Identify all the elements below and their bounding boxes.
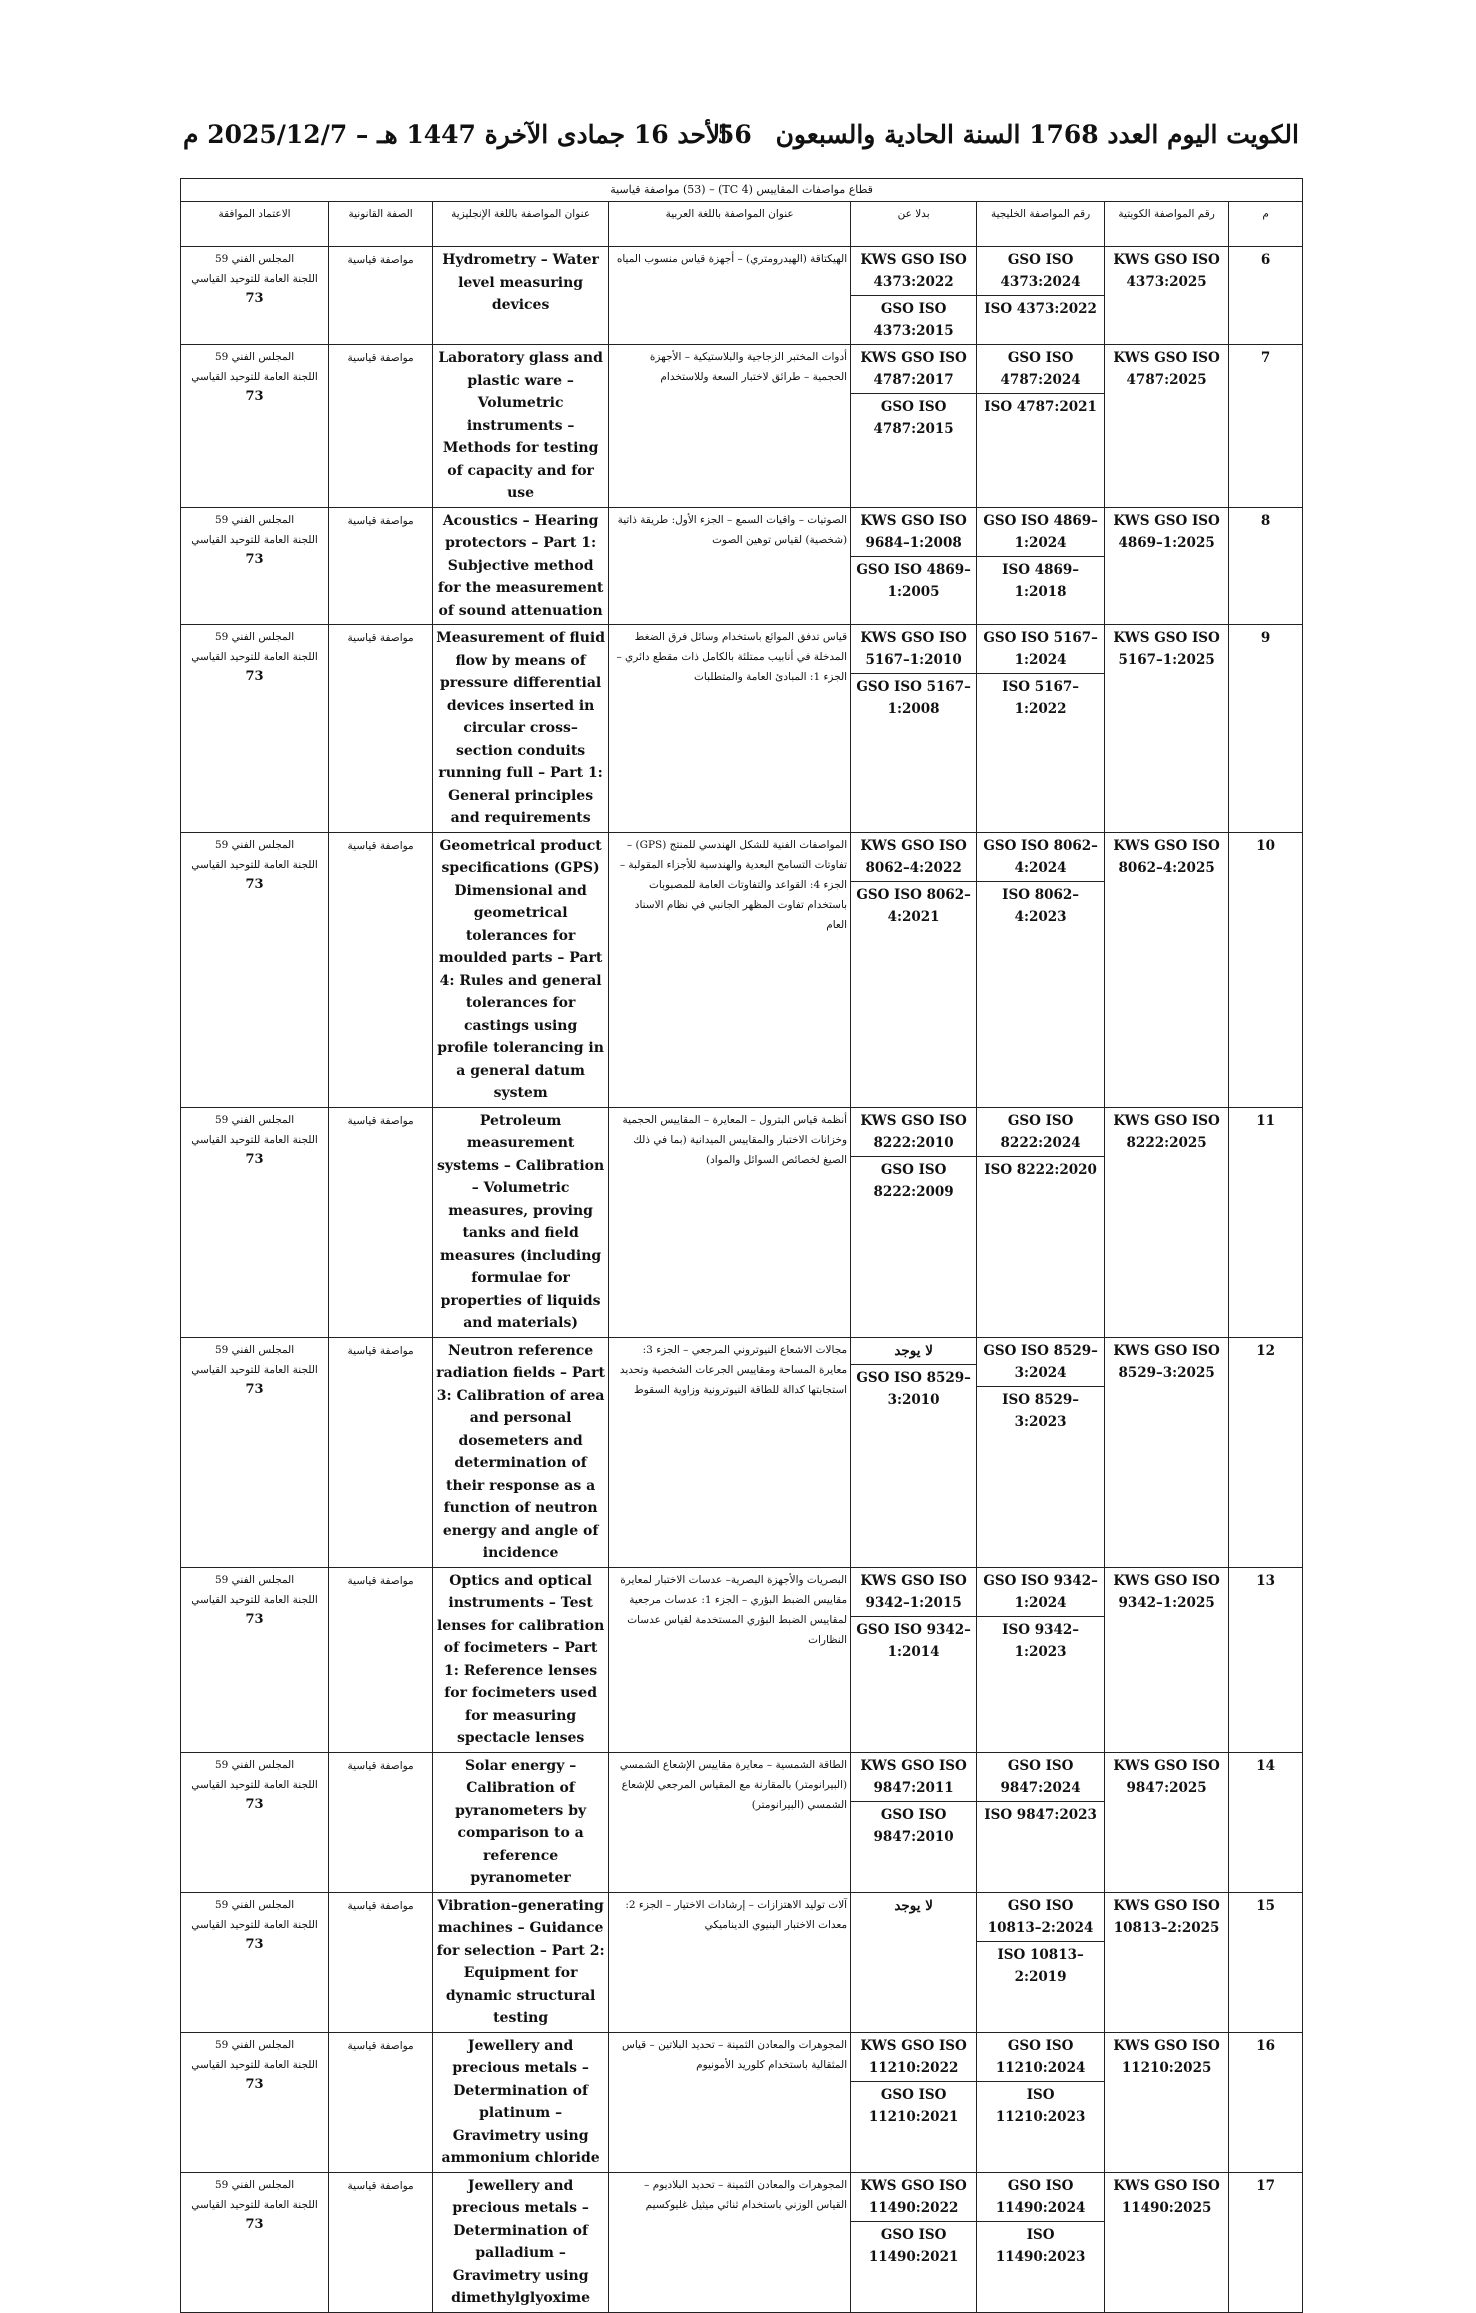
gso-code: GSO ISO 11210:2024 xyxy=(995,2037,1086,2076)
legal-status: مواصفة قياسية xyxy=(329,1107,433,1337)
approval-council: المجلس الفني 59 xyxy=(214,1113,295,1126)
replaces-gso: GSO ISO 4869–1:2005 xyxy=(851,556,976,605)
approval xyxy=(181,1892,329,2032)
gso-code: GSO ISO 9342–1:2024 xyxy=(983,1572,1098,1611)
approval-committee: اللجنة العامة للتوحيد القياسي xyxy=(191,1778,318,1791)
approval-committee: اللجنة العامة للتوحيد القياسي xyxy=(191,1363,318,1376)
approval-number: 73 xyxy=(245,291,264,306)
gso-codes xyxy=(977,1567,1105,1752)
approval-committee: اللجنة العامة للتوحيد القياسي xyxy=(191,2058,318,2071)
gso-code: GSO ISO 8062–4:2024 xyxy=(983,837,1098,876)
table-row xyxy=(181,345,1303,508)
approval-number: 73 xyxy=(245,2216,264,2232)
replaces-kws: KWS GSO ISO 4373:2022 xyxy=(860,252,967,290)
legal-status: مواصفة قياسية xyxy=(329,247,433,345)
table-row xyxy=(181,625,1303,833)
english-title: Solar energy – Calibration of pyranometers by comparison to a reference pyranometer xyxy=(433,1752,609,1892)
replaces-gso: GSO ISO 4373:2015 xyxy=(851,295,976,344)
approval-council: المجلس الفني 59 xyxy=(214,838,295,851)
gso-codes xyxy=(977,345,1105,508)
col-header-gso: رقم المواصفة الخليجية xyxy=(977,202,1105,247)
approval xyxy=(181,345,329,508)
table-row xyxy=(181,507,1303,625)
gso-codes xyxy=(977,2172,1105,2312)
english-title: Jewellery and precious metals – Determination of palladium – Gravimetry using dimethylglyoxime xyxy=(433,2172,609,2312)
row-number: 9 xyxy=(1229,625,1303,833)
approval-council: المجلس الفني 59 xyxy=(214,351,295,363)
replaces-codes xyxy=(851,1892,977,2032)
iso-code: ISO 4869–1:2018 xyxy=(977,556,1104,605)
approval-council: المجلس الفني 59 xyxy=(214,2178,295,2191)
gso-codes xyxy=(977,1752,1105,1892)
english-title: Jewellery and precious metals – Determination of platinum – Gravimetry using ammonium chloride xyxy=(433,2032,609,2172)
row-number: 17 xyxy=(1229,2172,1303,2312)
legal-status: مواصفة قياسية xyxy=(329,2172,433,2312)
english-title: Petroleum measurement systems – Calibration – Volumetric measures, proving tanks and field measures (including formulae for properties of liquids and materials) xyxy=(433,1107,609,1337)
kws-code: KWS GSO ISO 10813–2:2025 xyxy=(1105,1892,1229,2032)
row-number: 8 xyxy=(1229,507,1303,625)
kws-code: KWS GSO ISO 11210:2025 xyxy=(1105,2032,1229,2172)
gso-codes xyxy=(977,2032,1105,2172)
english-title: Optics and optical instruments – Test lenses for calibration of focimeters – Part 1: Reference lenses for focimeters used for measuring spectacle lenses xyxy=(433,1567,609,1752)
replaces-gso: GSO ISO 9342–1:2014 xyxy=(851,1616,976,1665)
table-row xyxy=(181,2172,1303,2312)
english-title: Laboratory glass and plastic ware – Volumetric instruments – Methods for testing of capacity and for use xyxy=(433,345,609,508)
approval-number: 73 xyxy=(245,1796,264,1812)
arabic-title: آلات توليد الاهتزازات – إرشادات الاختيار – الجزء 2: معدات الاختبار البنيوي الديناميكي xyxy=(609,1892,851,2032)
approval xyxy=(181,507,329,625)
sector-row xyxy=(181,179,1303,202)
replaces-codes xyxy=(851,2172,977,2312)
approval xyxy=(181,2172,329,2312)
approval-committee: اللجنة العامة للتوحيد القياسي xyxy=(191,371,318,383)
iso-code: ISO 8222:2020 xyxy=(977,1156,1104,1183)
approval-number: 73 xyxy=(245,876,264,892)
replaces-gso: GSO ISO 8222:2009 xyxy=(851,1156,976,1205)
newspaper-title: الكويت اليوم العدد 1768 السنة الحادية والسبعون xyxy=(775,120,1299,149)
english-title: Geometrical product specifications (GPS) Dimensional and geometrical tolerances for moulded parts – Part 4: Rules and general tolerances for castings using profile tolerancing in a general datum system xyxy=(433,832,609,1107)
legal-status: مواصفة قياسية xyxy=(329,1892,433,2032)
arabic-title: قياس تدفق الموائع باستخدام وسائل فرق الضغط المدخلة في أنابيب ممتلئة بالكامل ذات مقطع دائري – الجزء 1: المبادئ العامة والمتطلبات xyxy=(609,625,851,833)
replaces-kws: KWS GSO ISO 11490:2022 xyxy=(860,2177,967,2216)
row-number: 12 xyxy=(1229,1337,1303,1567)
sector-title: قطاع مواصفات المقاييس (TC 4) – (53) مواصفة قياسية xyxy=(181,179,1303,202)
english-title: Vibration–generating machines – Guidance for selection – Part 2: Equipment for dynamic structural testing xyxy=(433,1892,609,2032)
approval xyxy=(181,1752,329,1892)
english-title: Neutron reference radiation fields – Part 3: Calibration of area and personal dosemeters and determination of their response as a function of neutron energy and angle of incidence xyxy=(433,1337,609,1567)
legal-status: مواصفة قياسية xyxy=(329,1337,433,1567)
col-header-kws: رقم المواصفة الكويتية xyxy=(1105,202,1229,247)
replaces-codes xyxy=(851,1337,977,1567)
approval-council: المجلس الفني 59 xyxy=(214,2038,295,2051)
gso-codes xyxy=(977,1337,1105,1567)
approval-council: المجلس الفني 59 xyxy=(214,1343,295,1356)
arabic-title: مجالات الاشعاع النيوتروني المرجعي – الجزء 3: معايرة المساحة ومقاييس الجرعات الشخصية وتحديد استجابتها كدالة للطاقة النيوترونية وزاوية السقوط xyxy=(609,1337,851,1567)
kws-code: KWS GSO ISO 4373:2025 xyxy=(1105,247,1229,345)
gso-codes xyxy=(977,1892,1105,2032)
gso-code: GSO ISO 4373:2024 xyxy=(1000,252,1081,290)
kws-code: KWS GSO ISO 8062–4:2025 xyxy=(1105,832,1229,1107)
approval-committee: اللجنة العامة للتوحيد القياسي xyxy=(191,2198,318,2211)
replaces-kws: لا يوجد xyxy=(894,1342,933,1359)
kws-code: KWS GSO ISO 11490:2025 xyxy=(1105,2172,1229,2312)
arabic-title: أدوات المختبر الزجاجية والبلاستيكية – الأجهزة الحجمية – طرائق لاختبار السعة وللاستخدام xyxy=(609,345,851,508)
replaces-gso: GSO ISO 8062–4:2021 xyxy=(851,881,976,930)
replaces-codes xyxy=(851,832,977,1107)
arabic-title: الصوتيات – واقيات السمع – الجزء الأول: طريقة ذاتية (شخصية) لقياس توهين الصوت xyxy=(609,507,851,625)
gso-code: GSO ISO 8529–3:2024 xyxy=(983,1342,1098,1381)
iso-code: ISO 9847:2023 xyxy=(977,1801,1104,1828)
gso-code: GSO ISO 5167–1:2024 xyxy=(983,630,1098,668)
kws-code: KWS GSO ISO 4787:2025 xyxy=(1105,345,1229,508)
replaces-gso: GSO ISO 11490:2021 xyxy=(851,2221,976,2270)
legal-status: مواصفة قياسية xyxy=(329,625,433,833)
replaces-codes xyxy=(851,1107,977,1337)
approval-committee: اللجنة العامة للتوحيد القياسي xyxy=(191,533,318,546)
standards-table-container xyxy=(180,178,1302,2313)
row-number: 10 xyxy=(1229,832,1303,1107)
approval-council: المجلس الفني 59 xyxy=(214,1898,295,1911)
approval-committee: اللجنة العامة للتوحيد القياسي xyxy=(191,1593,318,1606)
replaces-kws: KWS GSO ISO 9342–1:2015 xyxy=(860,1572,967,1611)
approval-number: 73 xyxy=(245,389,264,404)
col-header-en-title: عنوان المواصفة باللغة الإنجليزية xyxy=(433,202,609,247)
approval-number: 73 xyxy=(245,1611,264,1627)
iso-code: ISO 10813–2:2019 xyxy=(977,1941,1104,1990)
table-row xyxy=(181,2032,1303,2172)
replaces-gso: GSO ISO 4787:2015 xyxy=(851,393,976,442)
replaces-gso: GSO ISO 11210:2021 xyxy=(851,2081,976,2130)
col-header-num: م xyxy=(1229,202,1303,247)
arabic-title: البصريات والأجهزة البصرية– عدسات الاختبار لمعايرة مقاييس الضبط البؤري – الجزء 1: عدسات مرجعية لمقاييس الضبط البؤري المستخدمة لقياس عدسات النظارات xyxy=(609,1567,851,1752)
approval xyxy=(181,1107,329,1337)
approval xyxy=(181,832,329,1107)
row-number: 13 xyxy=(1229,1567,1303,1752)
iso-code: ISO 9342–1:2023 xyxy=(977,1616,1104,1665)
kws-code: KWS GSO ISO 9342–1:2025 xyxy=(1105,1567,1229,1752)
approval-number: 73 xyxy=(245,1381,264,1397)
legal-status: مواصفة قياسية xyxy=(329,832,433,1107)
replaces-kws: KWS GSO ISO 9847:2011 xyxy=(860,1757,967,1796)
approval-committee: اللجنة العامة للتوحيد القياسي xyxy=(191,858,318,871)
iso-code: ISO 4787:2021 xyxy=(977,393,1104,420)
approval-number: 73 xyxy=(245,2076,264,2092)
approval-number: 73 xyxy=(245,551,264,567)
arabic-title: المواصفات الفنية للشكل الهندسي للمنتج (GPS) – تفاوتات التسامح البعدية والهندسية للأجزاء المقولبة – الجزء 4: القواعد والتفاوتات العامة للمصبوبات باستخدام تفاوت المظهر الجانبي في نظام الاسناد العام xyxy=(609,832,851,1107)
table-row xyxy=(181,832,1303,1107)
replaces-kws: KWS GSO ISO 9684–1:2008 xyxy=(860,512,967,551)
approval-committee: اللجنة العامة للتوحيد القياسي xyxy=(191,651,318,663)
legal-status: مواصفة قياسية xyxy=(329,345,433,508)
approval-committee: اللجنة العامة للتوحيد القياسي xyxy=(191,1133,318,1146)
header-row xyxy=(181,202,1303,247)
gso-code: GSO ISO 8222:2024 xyxy=(1000,1112,1081,1151)
table-row xyxy=(181,1892,1303,2032)
issue-date: الأحد 16 جمادى الآخرة 1447 هـ – 2025/12/7 م xyxy=(183,120,728,149)
legal-status: مواصفة قياسية xyxy=(329,1567,433,1752)
approval xyxy=(181,1567,329,1752)
gso-code: GSO ISO 4787:2024 xyxy=(1000,350,1081,388)
row-number: 15 xyxy=(1229,1892,1303,2032)
col-header-instead: بدلا عن xyxy=(851,202,977,247)
replaces-kws: KWS GSO ISO 4787:2017 xyxy=(860,350,967,388)
kws-code: KWS GSO ISO 9847:2025 xyxy=(1105,1752,1229,1892)
page-number: 56 xyxy=(717,120,752,149)
approval-committee: اللجنة العامة للتوحيد القياسي xyxy=(191,273,318,285)
approval-number: 73 xyxy=(245,1151,264,1167)
gso-code: GSO ISO 11490:2024 xyxy=(995,2177,1086,2216)
gso-codes xyxy=(977,247,1105,345)
replaces-codes xyxy=(851,1752,977,1892)
arabic-title: الطاقة الشمسية – معايرة مقاييس الإشعاع الشمسي (البيرانومتر) بالمقارنة مع المقياس المرجعي للإشعاع الشمسي (البيرانومتر) xyxy=(609,1752,851,1892)
gso-codes xyxy=(977,625,1105,833)
table-row xyxy=(181,1107,1303,1337)
legal-status: مواصفة قياسية xyxy=(329,1752,433,1892)
approval-council: المجلس الفني 59 xyxy=(214,1758,295,1771)
approval-council: المجلس الفني 59 xyxy=(214,253,295,265)
english-title: Measurement of fluid flow by means of pressure differential devices inserted in circular cross–section conduits running full – Part 1: General principles and requirements xyxy=(433,625,609,833)
gso-codes xyxy=(977,507,1105,625)
col-header-approval: الاعتماد الموافقة xyxy=(181,202,329,247)
gso-codes xyxy=(977,832,1105,1107)
arabic-title: أنظمة قياس البترول – المعايرة – المقاييس الحجمية وخزانات الاختبار والمقاييس الميدانية (بما في ذلك الصيغ لخصائص السوائل والمواد) xyxy=(609,1107,851,1337)
approval-number: 73 xyxy=(245,1936,264,1952)
kws-code: KWS GSO ISO 8222:2025 xyxy=(1105,1107,1229,1337)
table-row xyxy=(181,1752,1303,1892)
iso-code: ISO 4373:2022 xyxy=(977,295,1104,322)
iso-code: ISO 11490:2023 xyxy=(977,2221,1104,2270)
kws-code: KWS GSO ISO 8529–3:2025 xyxy=(1105,1337,1229,1567)
iso-code: ISO 5167–1:2022 xyxy=(977,673,1104,722)
legal-status: مواصفة قياسية xyxy=(329,2032,433,2172)
replaces-codes xyxy=(851,2032,977,2172)
legal-status: مواصفة قياسية xyxy=(329,507,433,625)
iso-code: ISO 8062–4:2023 xyxy=(977,881,1104,930)
row-number: 6 xyxy=(1229,247,1303,345)
approval-number: 73 xyxy=(245,669,264,684)
english-title: Acoustics – Hearing protectors – Part 1: Subjective method for the measurement of sound attenuation xyxy=(433,507,609,625)
replaces-gso: GSO ISO 5167–1:2008 xyxy=(851,673,976,722)
col-header-legal: الصفة القانونية xyxy=(329,202,433,247)
replaces-kws: لا يوجد xyxy=(894,1897,933,1914)
iso-code: ISO 8529–3:2023 xyxy=(977,1386,1104,1435)
replaces-codes xyxy=(851,247,977,345)
replaces-codes xyxy=(851,1567,977,1752)
row-number: 16 xyxy=(1229,2032,1303,2172)
arabic-title: الهيكتاقة (الهيدرومتري) – أجهزة قياس منسوب المياه xyxy=(609,247,851,345)
approval xyxy=(181,2032,329,2172)
table-row xyxy=(181,1567,1303,1752)
replaces-codes xyxy=(851,507,977,625)
table-row xyxy=(181,247,1303,345)
arabic-title: المجوهرات والمعادن الثمينة – تحديد البلاديوم – القياس الوزني باستخدام ثنائي ميثيل غليوكسيم xyxy=(609,2172,851,2312)
replaces-kws: KWS GSO ISO 11210:2022 xyxy=(860,2037,967,2076)
kws-code: KWS GSO ISO 5167–1:2025 xyxy=(1105,625,1229,833)
table-row xyxy=(181,1337,1303,1567)
replaces-kws: KWS GSO ISO 8222:2010 xyxy=(860,1112,967,1151)
replaces-codes xyxy=(851,345,977,508)
gso-code: GSO ISO 4869–1:2024 xyxy=(983,512,1098,551)
kws-code: KWS GSO ISO 4869–1:2025 xyxy=(1105,507,1229,625)
replaces-gso: GSO ISO 9847:2010 xyxy=(851,1801,976,1850)
replaces-gso: GSO ISO 8529–3:2010 xyxy=(851,1364,976,1413)
english-title: Hydrometry – Water level measuring devices xyxy=(433,247,609,345)
col-header-ar-title: عنوان المواصفة باللغة العربية xyxy=(609,202,851,247)
row-number: 14 xyxy=(1229,1752,1303,1892)
approval xyxy=(181,1337,329,1567)
approval xyxy=(181,247,329,345)
replaces-kws: KWS GSO ISO 8062–4:2022 xyxy=(860,837,967,876)
approval-committee: اللجنة العامة للتوحيد القياسي xyxy=(191,1918,318,1931)
arabic-title: المجوهرات والمعادن الثمينة – تحديد البلاتين – قياس المثقالية باستخدام كلوريد الأمونيوم xyxy=(609,2032,851,2172)
row-number: 7 xyxy=(1229,345,1303,508)
gso-code: GSO ISO 10813–2:2024 xyxy=(987,1897,1094,1936)
page-header xyxy=(183,120,1299,156)
approval-council: المجلس الفني 59 xyxy=(214,1573,295,1586)
approval-council: المجلس الفني 59 xyxy=(214,631,295,643)
approval xyxy=(181,625,329,833)
gso-code: GSO ISO 9847:2024 xyxy=(1000,1757,1081,1796)
replaces-kws: KWS GSO ISO 5167–1:2010 xyxy=(860,630,967,668)
iso-code: ISO 11210:2023 xyxy=(977,2081,1104,2130)
standards-table xyxy=(180,178,1303,2313)
gso-codes xyxy=(977,1107,1105,1337)
approval-council: المجلس الفني 59 xyxy=(214,513,295,526)
replaces-codes xyxy=(851,625,977,833)
row-number: 11 xyxy=(1229,1107,1303,1337)
